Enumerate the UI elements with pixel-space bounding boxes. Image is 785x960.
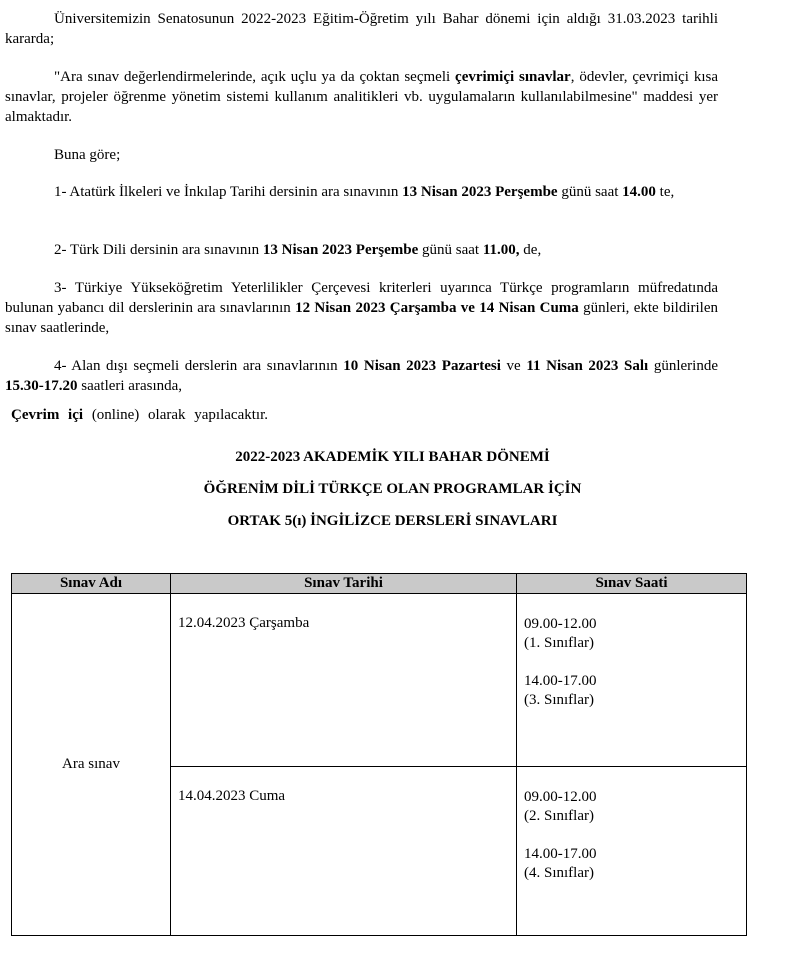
item-2-paragraph [5, 240, 718, 260]
class-group: (4. Sınıflar) [524, 865, 594, 881]
item-1-date: 13 Nisan 2023 Perşembe [402, 184, 558, 200]
item-3-text-end: günleri, ekte bildirilen sınav saatlerinde, [5, 300, 719, 336]
item-2-text: 2- Türk Dili dersinin ara sınavının [54, 242, 263, 258]
item-1-text-mid: günü saat [557, 184, 623, 200]
item-4-text-and: ve [500, 358, 527, 374]
closing-text: (online) olarak yapılacaktır. [83, 407, 268, 423]
header-exam-name: Sınav Adı [12, 574, 171, 594]
item-4-date-1: 10 Nisan 2023 Pazartesi [343, 358, 501, 374]
header-exam-date: Sınav Tarihi [171, 574, 517, 594]
heading-line-1: 2022-2023 AKADEMİK YILI BAHAR DÖNEMİ [235, 449, 550, 465]
buna-gore-line: Buna göre; [54, 147, 121, 163]
quote-text-start: "Ara sınav değerlendirmelerinde, açık uçlu ya da çoktan seçmeli [54, 69, 456, 85]
exam-date-cell: 14.04.2023 Cuma [171, 767, 517, 936]
exam-time-cell [517, 767, 747, 936]
item-4-text: 4- Alan dışı seçmeli derslerin ara sınavlarının [54, 358, 344, 374]
table-header-row [12, 574, 747, 594]
time-slot: 14.00-17.00 [524, 846, 597, 862]
class-group: (1. Sınıflar) [524, 635, 594, 651]
item-2-text-mid: günü saat [418, 242, 483, 258]
exam-schedule-table [11, 573, 747, 936]
item-4-text-end: saatleri arasında, [77, 378, 183, 394]
quote-paragraph [5, 67, 718, 127]
item-3-paragraph [5, 278, 718, 338]
item-1-text: 1- Atatürk İlkeleri ve İnkılap Tarihi dersinin ara sınavının [54, 184, 403, 200]
time-slot: 09.00-12.00 [524, 616, 597, 632]
heading-line-3: ORTAK 5(ı) İNGİLİZCE DERSLERİ SINAVLARI [227, 513, 558, 529]
item-1-paragraph [5, 182, 718, 202]
item-1-time: 14.00 [622, 184, 656, 200]
closing-line [11, 405, 724, 425]
item-3-dates: 12 Nisan 2023 Çarşamba ve 14 Nisan Cuma [295, 300, 579, 316]
exam-date-cell: 12.04.2023 Çarşamba [171, 594, 517, 767]
item-3-text: 3- Türkiye Yükseköğretim Yeterlilikler Çerçevesi kriterleri uyarınca Türkçe programların müfredatında bulunan yabancı dil derslerinin ara sınavlarının [5, 280, 718, 316]
item-4-date-2: 11 Nisan 2023 Salı [526, 358, 649, 374]
item-4-time-range: 15.30-17.20 [5, 378, 78, 394]
time-slot: 14.00-17.00 [524, 673, 597, 689]
item-2-time: 11.00, [482, 242, 520, 258]
intro-paragraph: Üniversitemizin Senatosunun 2022-2023 Eğitim-Öğretim yılı Bahar dönemi için aldığı 31.03.2023 tarihli kararda; [5, 11, 718, 47]
item-4-text-days: günlerinde [648, 358, 718, 374]
closing-bold-online: Çevrim içi [11, 407, 84, 423]
time-slot: 09.00-12.00 [524, 789, 597, 805]
exam-time-cell [517, 594, 747, 767]
exam-name-cell: Ara sınav [12, 594, 171, 936]
header-exam-time: Sınav Saati [517, 574, 747, 594]
heading-line-2: ÖĞRENİM DİLİ TÜRKÇE OLAN PROGRAMLAR İÇİN [203, 481, 582, 497]
class-group: (3. Sınıflar) [524, 692, 594, 708]
item-4-paragraph [5, 356, 718, 396]
table-row [12, 594, 747, 767]
item-2-text-end: de, [519, 242, 542, 258]
item-1-text-end: te, [655, 184, 675, 200]
quote-text-end: , ödevler, çevrimiçi kısa sınavlar, projeler öğrenme yönetim sistemi kullanım analitikleri vb. uygulamaların kullanılabilmesine" maddesi yer almaktadır. [5, 69, 718, 125]
class-group: (2. Sınıflar) [524, 808, 594, 824]
quote-bold-online-exams: çevrimiçi sınavlar [455, 69, 571, 85]
item-2-date: 13 Nisan 2023 Perşembe [262, 242, 419, 258]
